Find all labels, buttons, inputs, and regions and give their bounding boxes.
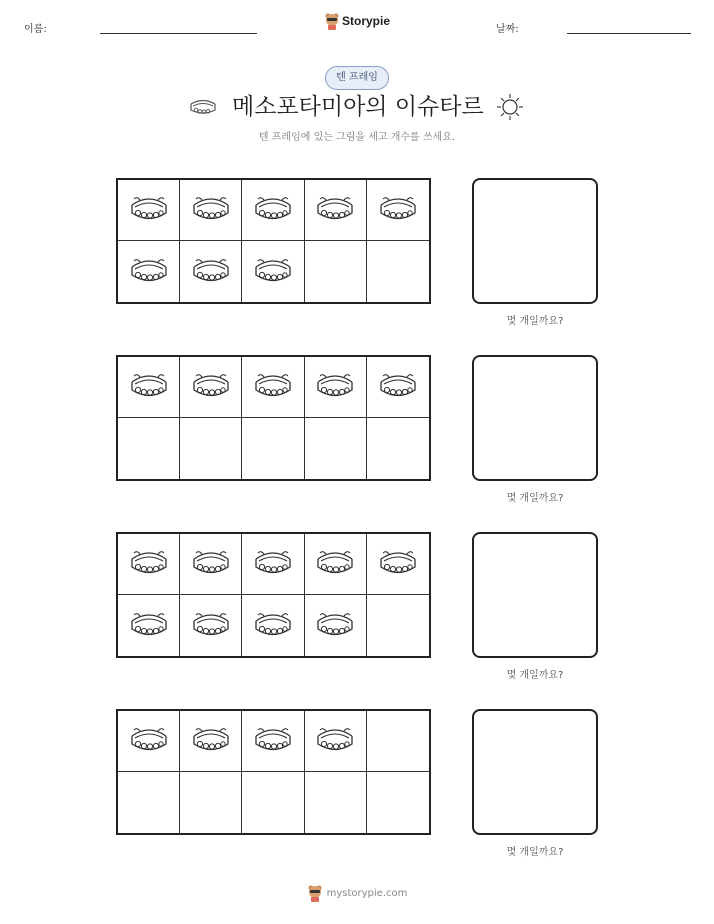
frame-cell [180, 357, 242, 418]
frame-cell [180, 772, 242, 833]
frame-cell [242, 418, 304, 479]
frame-cell [180, 180, 242, 241]
bear-mascot-icon [307, 884, 323, 902]
footer-url: mystorypie.com [326, 887, 408, 899]
ring-icon [314, 544, 356, 584]
ring-icon [190, 252, 232, 292]
frame-cell [242, 772, 304, 833]
frame-cell [118, 772, 180, 833]
frame-cell [305, 180, 367, 241]
frame-cell [305, 241, 367, 302]
ring-icon [377, 367, 419, 407]
instructions: 텐 프레임에 있는 그림을 세고 개수를 쓰세요. [258, 132, 456, 143]
frame-cell [305, 418, 367, 479]
frame-cell [367, 772, 429, 833]
ring-icon [190, 544, 232, 584]
ring-icon [252, 367, 294, 407]
question-label-4: 몇 개일까요? [506, 847, 564, 858]
frame-cell [180, 595, 242, 656]
frame-cell [118, 357, 180, 418]
frame-cell [242, 595, 304, 656]
ring-icon [252, 544, 294, 584]
name-line[interactable] [100, 33, 257, 34]
ten-frame-2 [116, 355, 431, 481]
frame-cell [305, 772, 367, 833]
ring-icon [314, 190, 356, 230]
frame-cell [180, 418, 242, 479]
frame-cell [242, 180, 304, 241]
brand-name: Storypie [342, 14, 391, 28]
ten-frame-1 [116, 178, 431, 304]
frame-cell [242, 241, 304, 302]
ring-icon [128, 190, 170, 230]
date-line[interactable] [567, 33, 691, 34]
ring-icon [128, 252, 170, 292]
frame-cell [367, 711, 429, 772]
ring-icon [314, 367, 356, 407]
frame-cell [118, 180, 180, 241]
frame-cell [180, 241, 242, 302]
ring-icon [190, 721, 232, 761]
frame-cell [367, 595, 429, 656]
ring-icon [314, 721, 356, 761]
ring-icon [128, 606, 170, 646]
question-label-2: 몇 개일까요? [506, 493, 564, 504]
ring-icon [252, 721, 294, 761]
answer-box-1[interactable] [472, 178, 598, 304]
ring-icon [252, 606, 294, 646]
frame-cell [118, 418, 180, 479]
page-title: 메소포타미아의 이슈타르 [232, 94, 484, 120]
question-label-3: 몇 개일까요? [506, 670, 564, 681]
frame-cell [367, 241, 429, 302]
answer-box-3[interactable] [472, 532, 598, 658]
frame-cell [305, 357, 367, 418]
ring-icon [314, 606, 356, 646]
frame-cell [305, 534, 367, 595]
ring-icon [188, 95, 218, 117]
ring-icon [128, 544, 170, 584]
frame-cell [242, 534, 304, 595]
sun-icon [494, 92, 526, 122]
name-label: 이름: [24, 24, 47, 35]
frame-cell [367, 357, 429, 418]
frame-cell [242, 357, 304, 418]
ring-icon [190, 606, 232, 646]
brand-logo [324, 12, 390, 30]
frame-cell [367, 534, 429, 595]
ring-icon [190, 367, 232, 407]
ten-frame-4 [116, 709, 431, 835]
frame-cell [180, 534, 242, 595]
ring-icon [128, 721, 170, 761]
answer-box-4[interactable] [472, 709, 598, 835]
frame-cell [242, 711, 304, 772]
frame-cell [118, 534, 180, 595]
frame-cell [305, 595, 367, 656]
ring-icon [252, 252, 294, 292]
footer [0, 884, 714, 902]
frame-cell [180, 711, 242, 772]
frame-cell [118, 595, 180, 656]
frame-cell [118, 241, 180, 302]
frame-cell [118, 711, 180, 772]
question-label-1: 몇 개일까요? [506, 316, 564, 327]
ring-icon [252, 190, 294, 230]
ring-icon [377, 190, 419, 230]
frame-cell [367, 180, 429, 241]
ten-frame-3 [116, 532, 431, 658]
ring-icon [377, 544, 419, 584]
frame-cell [367, 418, 429, 479]
topic-badge: 텐 프레임 [325, 66, 389, 90]
answer-box-2[interactable] [472, 355, 598, 481]
date-label: 날짜: [496, 24, 519, 35]
ring-icon [190, 190, 232, 230]
frame-cell [305, 711, 367, 772]
ring-icon [128, 367, 170, 407]
bear-mascot-icon [324, 12, 340, 30]
